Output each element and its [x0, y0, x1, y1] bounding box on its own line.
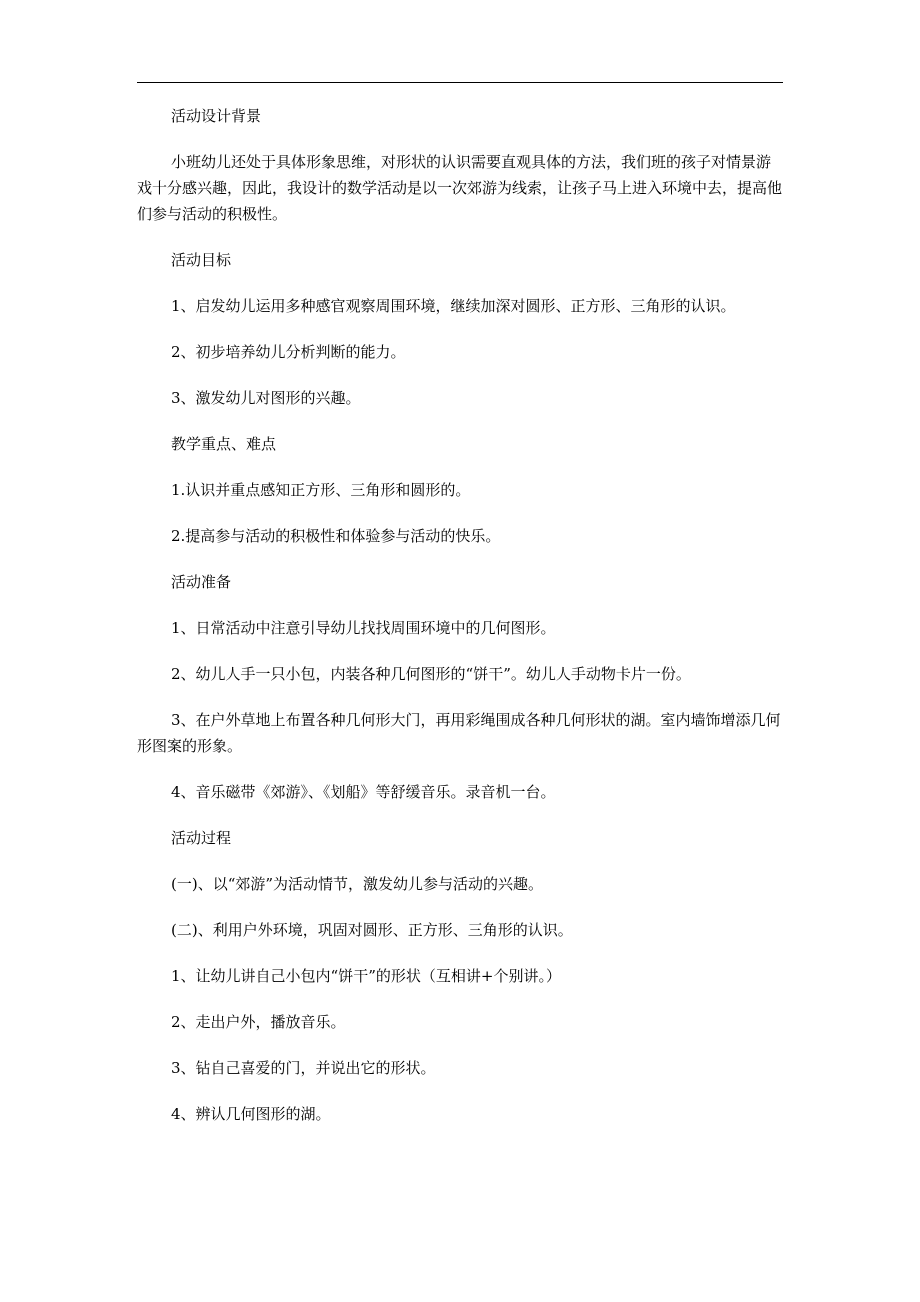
preparation-item-4: 4、音乐磁带《郊游》、《划船》等舒缓音乐。录音机一台。 — [171, 783, 556, 801]
paragraph-background: 小班幼儿还处于具体形象思维，对形状的认识需要直观具体的方法，我们班的孩子对情景游戏十分感兴趣，因此，我设计的数学活动是以一次郊游为线索，让孩子马上进入环境中去，提高他们参与活动的积极性。 — [137, 153, 783, 223]
process-step-2: (二)、利用户外环境，巩固对圆形、正方形、三角形的认识。 — [171, 921, 573, 939]
section-heading-key-points: 教学重点、难点 — [171, 435, 277, 453]
section-heading-background: 活动设计背景 — [171, 107, 262, 125]
goal-item-1: 1、启发幼儿运用多种感官观察周围环境，继续加深对圆形、正方形、三角形的认识。 — [171, 297, 736, 315]
section-heading-preparation: 活动准备 — [171, 573, 232, 591]
process-substep-3: 3、钻自己喜爱的门，并说出它的形状。 — [171, 1059, 436, 1077]
process-substep-4: 4、辨认几何图形的湖。 — [171, 1105, 331, 1123]
goal-item-3: 3、激发幼儿对图形的兴趣。 — [171, 389, 361, 407]
goal-item-2: 2、初步培养幼儿分析判断的能力。 — [171, 343, 406, 361]
preparation-item-1: 1、日常活动中注意引导幼儿找找周围环境中的几何图形。 — [171, 619, 556, 637]
preparation-item-2: 2、幼儿人手一只小包，内装各种几何图形的“饼干”。幼儿人手动物卡片一份。 — [171, 665, 691, 683]
section-heading-goals: 活动目标 — [171, 251, 232, 269]
document-body — [137, 103, 783, 1147]
key-point-item-2: 2.提高参与活动的积极性和体验参与活动的快乐。 — [171, 527, 501, 545]
header-rule — [137, 82, 783, 83]
process-step-1: (一)、以“郊游”为活动情节，激发幼儿参与活动的兴趣。 — [171, 875, 544, 893]
key-point-item-1: 1.认识并重点感知正方形、三角形和圆形的。 — [171, 481, 471, 499]
section-heading-process: 活动过程 — [171, 829, 232, 847]
preparation-item-3: 3、在户外草地上布置各种几何形大门，再用彩绳围成各种几何形状的湖。室内墙饰增添几何形图案的形象。 — [137, 711, 781, 755]
process-substep-2: 2、走出户外，播放音乐。 — [171, 1013, 346, 1031]
process-substep-1: 1、让幼儿讲自己小包内“饼干”的形状（互相讲+个别讲。） — [171, 967, 561, 985]
